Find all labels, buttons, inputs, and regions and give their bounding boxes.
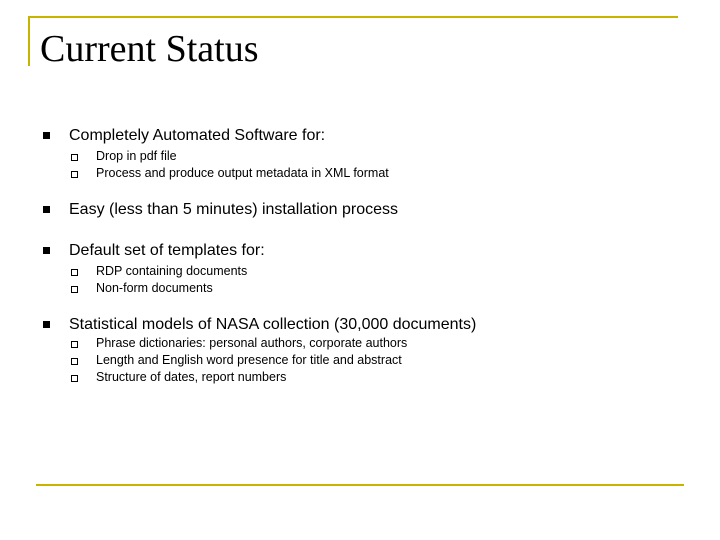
hollow-square-icon xyxy=(71,286,78,293)
hollow-square-icon xyxy=(71,358,78,365)
filled-square-icon xyxy=(43,321,50,328)
bottom-accent-rule xyxy=(36,484,684,486)
bullet-item: Easy (less than 5 minutes) installation process xyxy=(69,201,399,218)
sub-bullet-item: Drop in pdf file xyxy=(96,149,177,163)
bullet-item: Completely Automated Software for: xyxy=(69,127,326,144)
sub-bullet-item: Phrase dictionaries: personal authors, corporate authors xyxy=(96,336,408,350)
hollow-square-icon xyxy=(71,269,78,276)
hollow-square-icon xyxy=(71,154,78,161)
hollow-square-icon xyxy=(71,171,78,178)
filled-square-icon xyxy=(43,132,50,139)
hollow-square-icon xyxy=(71,341,78,348)
sub-bullet-item: Length and English word presence for title and abstract xyxy=(96,353,402,367)
sub-bullet-item: Non-form documents xyxy=(96,281,213,295)
bullet-item: Default set of templates for: xyxy=(69,242,265,259)
filled-square-icon xyxy=(43,206,50,213)
sub-bullet-item: Process and produce output metadata in XML format xyxy=(96,166,389,180)
hollow-square-icon xyxy=(71,375,78,382)
slide-title: Current Status xyxy=(40,28,259,70)
sub-bullet-item: RDP containing documents xyxy=(96,264,248,278)
filled-square-icon xyxy=(43,247,50,254)
bullet-item: Statistical models of NASA collection (30,000 documents) xyxy=(69,316,477,333)
sub-bullet-item: Structure of dates, report numbers xyxy=(96,370,287,384)
